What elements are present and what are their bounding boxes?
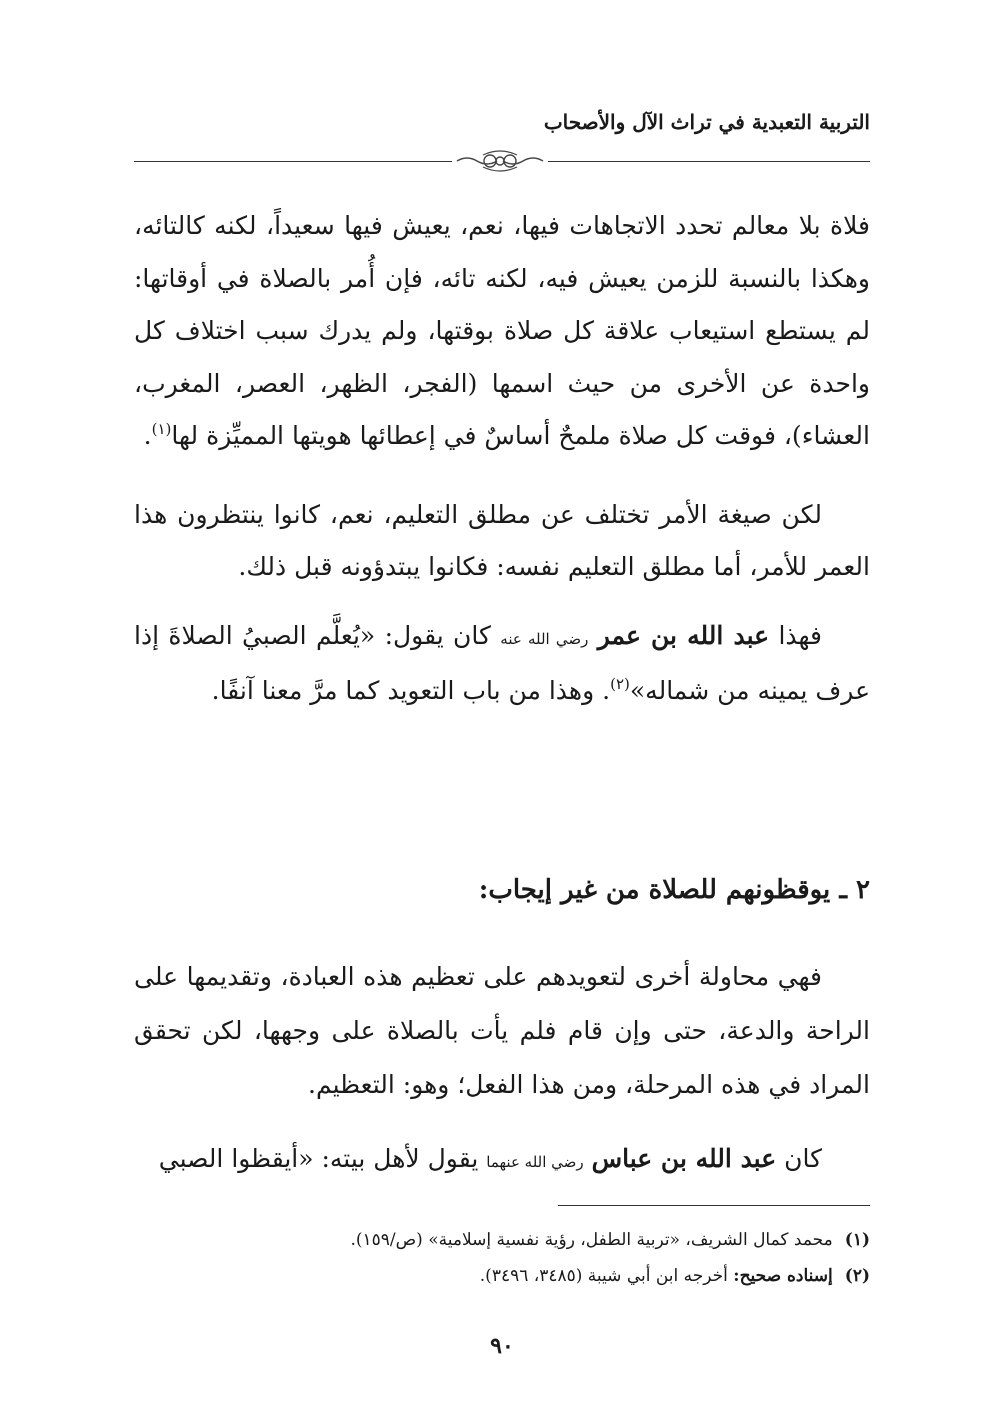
paragraph-3-quote: كان يقول: «يُعلَّم الصبيُ الصلاةَ إذا عرف يمينه من شماله»	[134, 620, 870, 705]
paragraph-2: لكن صيغة الأمر تختلف عن مطلق التعليم، نعم، كانوا ينتظرون هذا العمر للأمر، أما مطلق التعليم نفسه: فكانوا يبتدؤونه قبل ذلك.	[134, 499, 870, 581]
footnote-bold: إسناده صحيح:	[733, 1266, 833, 1286]
body-text-bottom	[134, 950, 870, 1189]
footnote-1	[134, 1222, 870, 1258]
paragraph-3-start: فهذا	[778, 620, 822, 650]
footnote-ref-1[interactable]: (١)	[151, 420, 172, 438]
person-name: عبد الله بن عمر	[597, 620, 770, 650]
footnote-number: (١)	[844, 1230, 870, 1250]
footnote-number: (٢)	[844, 1266, 870, 1286]
person-name: عبد الله بن عباس	[591, 1144, 777, 1173]
footnote-text: أخرجه ابن أبي شيبة (٣٤٨٥، ٣٤٩٦).	[479, 1266, 728, 1286]
page-number: ٩٠	[490, 1333, 514, 1359]
footnote-text: محمد كمال الشريف، «تربية الطفل، رؤية نفسية إسلامية» (ص/١٥٩).	[350, 1230, 833, 1250]
honorific-glyph: رضي الله عنهما	[486, 1153, 584, 1171]
paragraph-4: فهي محاولة أخرى لتعويدهم على تعظيم هذه العبادة، وتقديمها على الراحة والدعة، حتى وإن قام فلم يأت بالصلاة على وجهها، لكن تحقق المراد في هذه المرحلة، ومن هذا الفعل؛ وهو: التعظيم.	[134, 962, 870, 1099]
footnote-2	[134, 1258, 870, 1294]
paragraph-1-text: فلاة بلا معالم تحدد الاتجاهات فيها، نعم، يعيش فيها سعيداً، لكنه كالتائه، وهكذا بالنسبة للزمن يعيش فيه، لكنه تائه، فإن أُمر بالصلاة في أوقاتها: لم يستطع استيعاب علاقة كل صلاة بوقتها، ولم يدرك سبب اختلاف كل واحدة عن الأخرى من حيث اسمها (الفجر، الظهر، العصر، المغرب، العشاء)، فوقت كل صلاة ملمحٌ أساسٌ في إعطائها هويتها المميِّزة لها	[134, 211, 871, 450]
paragraph-3-end: . وهذا من باب التعويد كما مرَّ معنا آنفًا.	[211, 676, 611, 705]
section-title: ٢ ـ يوقظونهم للصلاة من غير إيجاب:	[478, 875, 870, 905]
ornament-icon	[452, 145, 548, 177]
paragraph-5-start: كان	[784, 1144, 822, 1173]
footnote-rule	[558, 1205, 870, 1206]
footnotes	[134, 1222, 870, 1294]
running-header: التربية التعبدية في تراث الآل والأصحاب	[543, 110, 870, 134]
body-text-top	[134, 200, 870, 718]
paragraph-5	[134, 1132, 870, 1189]
paragraph-1	[134, 200, 870, 463]
paragraph-5-end: يقول لأهل بيته: «أيقظوا الصبي	[158, 1144, 479, 1173]
paragraph-3	[134, 610, 870, 718]
honorific-glyph: رضي الله عنه	[500, 629, 589, 648]
footnote-ref-2[interactable]: (٢)	[610, 675, 630, 693]
paragraph-1-end: .	[143, 421, 152, 450]
